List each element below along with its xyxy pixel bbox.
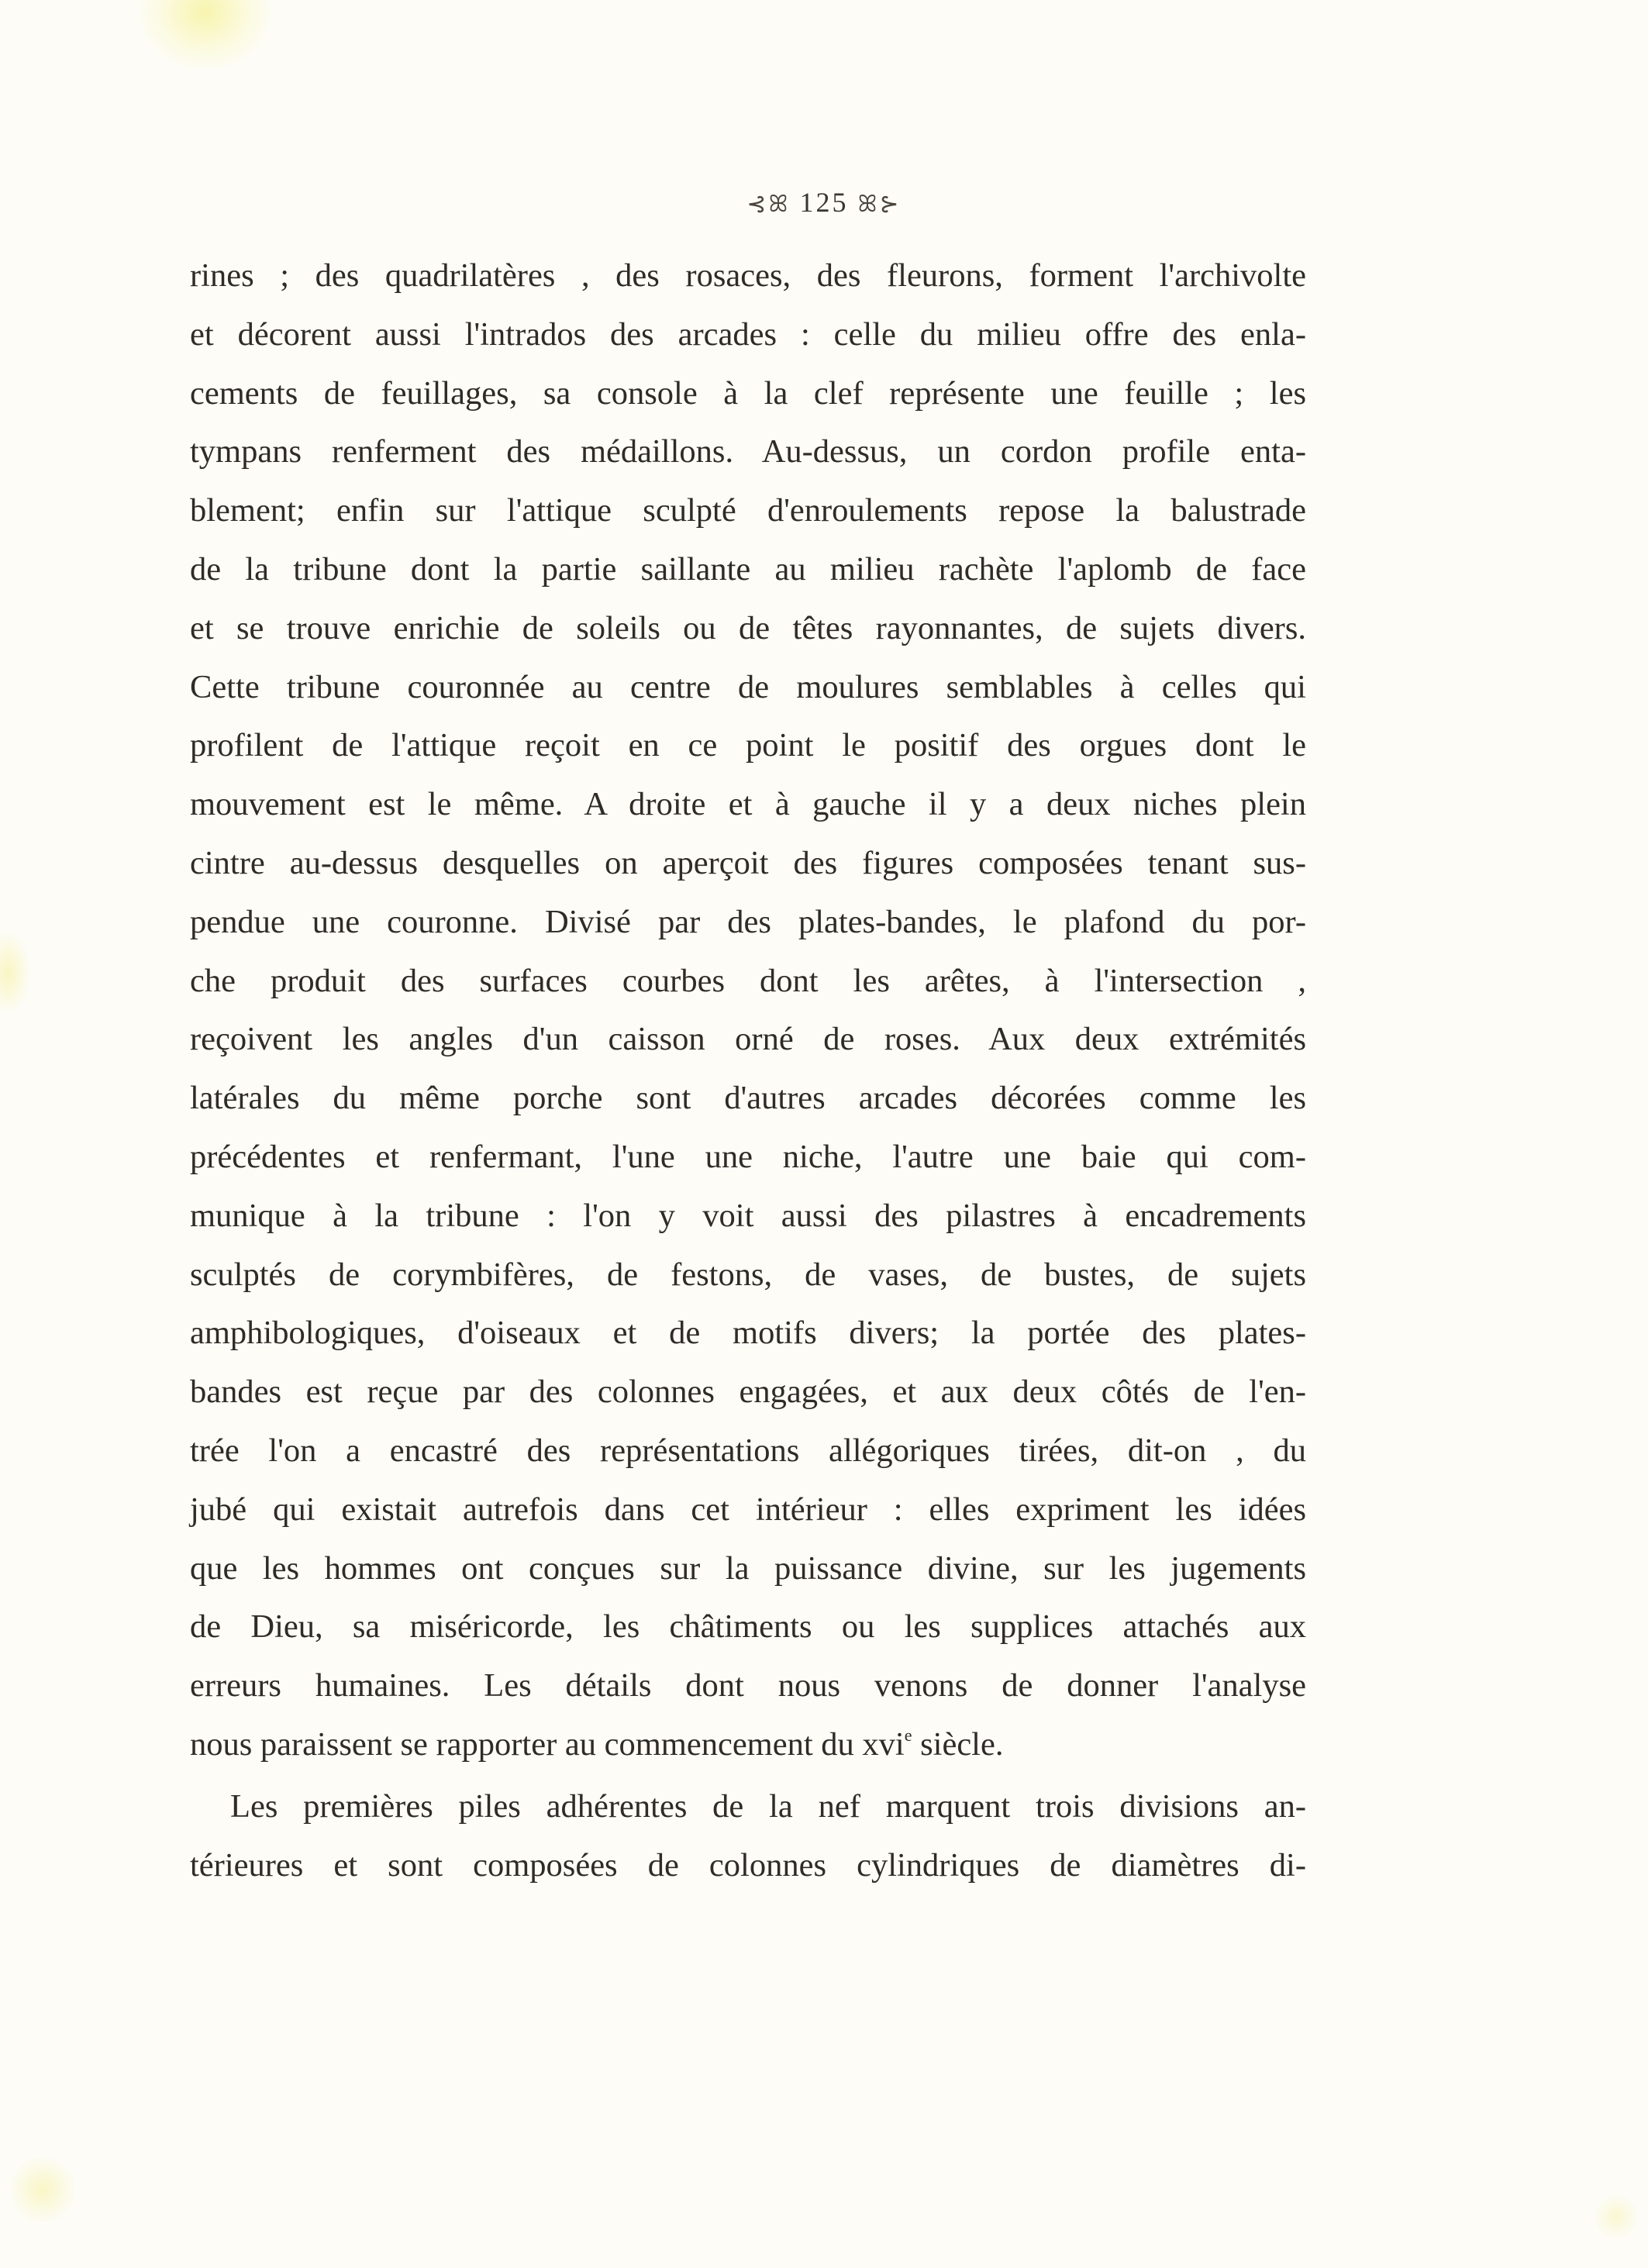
text-line: jubé qui existait autrefois dans cet intérieur : elles expriment les idées	[190, 1491, 1306, 1528]
paper-stain	[0, 930, 31, 1015]
text-run: siècle.	[912, 1725, 1004, 1763]
text-line: amphibologiques, d'oiseaux et de motifs divers; la portée des plates-	[190, 1315, 1306, 1352]
text-line: pendue une couronne. Divisé par des plates-bandes, le plafond du por-	[190, 903, 1306, 940]
paragraph-1	[190, 246, 1306, 1715]
ornament-right-icon: ꕤ⊱	[857, 191, 902, 217]
text-line: cements de feuillages, sa console à la clef représente une feuille ; les	[190, 374, 1306, 412]
text-line: erreurs humaines. Les détails dont nous venons de donner l'analyse	[190, 1667, 1306, 1704]
page-header	[0, 186, 1648, 219]
paper-stain	[1593, 2194, 1639, 2240]
text-line: tympans renferment des médaillons. Au-dessus, un cordon profile enta-	[190, 433, 1306, 470]
text-line: que les hommes ont conçues sur la puissance divine, sur les jugements	[190, 1549, 1306, 1587]
text-line: che produit des surfaces courbes dont les arêtes, à l'intersection ,	[190, 962, 1306, 999]
text-line: mouvement est le même. A droite et à gauche il y a deux niches plein	[190, 786, 1306, 823]
ornament-left-icon: ⊰ꕤ	[746, 191, 791, 217]
text-line: blement; enfin sur l'attique sculpté d'enroulements repose la balustrade	[190, 492, 1306, 529]
text-line: trée l'on a encastré des représentations allégoriques tirées, dit-on , du	[190, 1432, 1306, 1469]
text-line: rines ; des quadrilatères , des rosaces, des fleurons, forment l'archivolte	[190, 257, 1306, 294]
text-line: cintre au-dessus desquelles on aperçoit des figures composées tenant sus-	[190, 844, 1306, 881]
text-run: nous paraissent se rapporter au commencement du xvi	[190, 1725, 905, 1763]
text-line: et se trouve enrichie de soleils ou de têtes rayonnantes, de sujets divers.	[190, 609, 1306, 646]
text-line: bandes est reçue par des colonnes engagées, et aux deux côtés de l'en-	[190, 1374, 1306, 1411]
paper-stain	[8, 2155, 78, 2225]
text-line: de Dieu, sa miséricorde, les châtiments ou les supplices attachés aux	[190, 1608, 1306, 1646]
body-text	[190, 246, 1306, 1894]
text-line: munique à la tribune : l'on y voit aussi des pilastres à encadrements	[190, 1197, 1306, 1234]
page-number: 125	[799, 187, 849, 218]
text-line: reçoivent les angles d'un caisson orné de roses. Aux deux extrémités	[190, 1021, 1306, 1058]
text-line: Cette tribune couronnée au centre de moulures semblables à celles qui	[190, 668, 1306, 705]
text-line: et décorent aussi l'intrados des arcades : celle du milieu offre des enla-	[190, 315, 1306, 353]
text-line: profilent de l'attique reçoit en ce point le positif des orgues dont le	[190, 727, 1306, 764]
text-line: de la tribune dont la partie saillante au milieu rachète l'aplomb de face	[190, 550, 1306, 588]
text-line: latérales du même porche sont d'autres arcades décorées comme les	[190, 1080, 1306, 1117]
paragraph-2	[190, 1777, 1306, 1895]
text-line: térieures et sont composées de colonnes cylindriques de diamètres di-	[190, 1846, 1306, 1884]
text-line: sculptés de corymbifères, de festons, de vases, de bustes, de sujets	[190, 1256, 1306, 1293]
paragraph-1-last-line	[190, 1715, 1306, 1774]
superscript: e	[904, 1725, 912, 1745]
text-line: Les premières piles adhérentes de la nef marquent trois divisions an-	[230, 1787, 1306, 1825]
paper-stain	[140, 0, 271, 70]
text-line: précédentes et renfermant, l'une une niche, l'autre une baie qui com-	[190, 1138, 1306, 1175]
